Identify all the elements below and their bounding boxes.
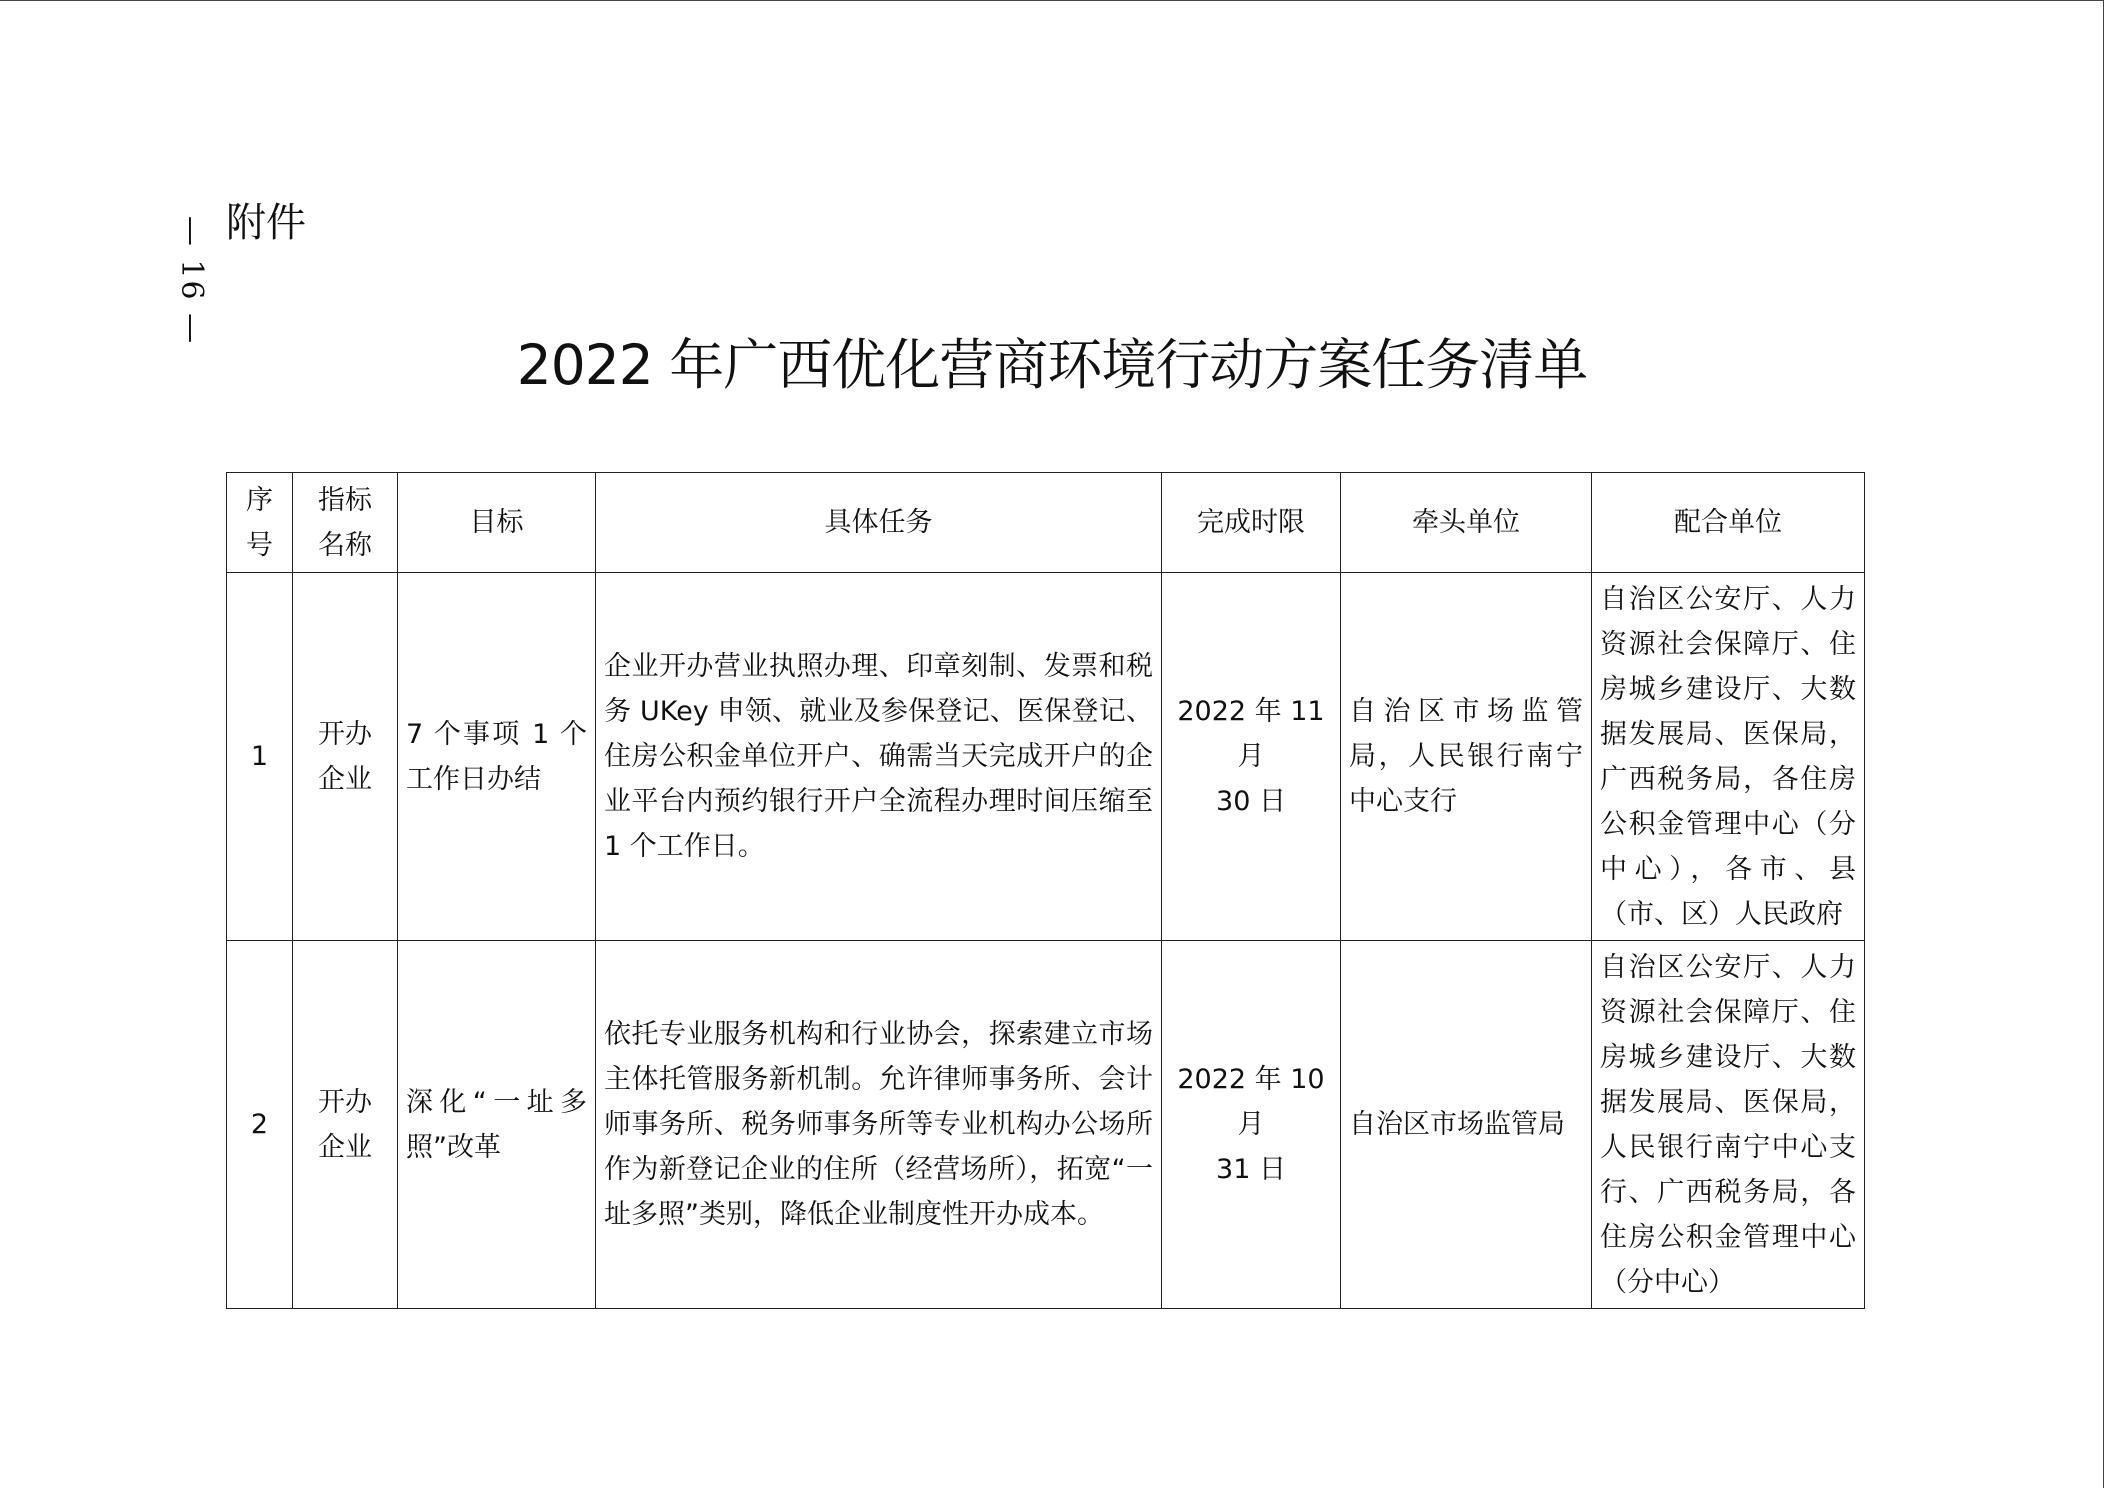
document-title: 2022 年广西优化营商环境行动方案任务清单 xyxy=(516,333,1588,397)
header-indicator-line1: 指标 xyxy=(318,484,372,516)
cell-task: 依托专业服务机构和行业协会，探索建立市场主体托管服务新机制。允许律师事务所、会计师事务所、税务师事务所等专业机构办公场所作为新登记企业的住所（经营场所），拓宽“一址多照”类别，降低企业制度性开办成本。 xyxy=(596,941,1162,1309)
cell-indicator-line2: 企业 xyxy=(318,1131,372,1163)
header-cooperate: 配合单位 xyxy=(1592,473,1865,573)
cell-goal: 深化“一址多照”改革 xyxy=(398,941,596,1309)
cell-indicator-line2: 企业 xyxy=(318,763,372,795)
header-indicator-line2: 名称 xyxy=(318,529,372,561)
cell-goal: 7 个事项 1 个工作日办结 xyxy=(398,573,596,941)
cell-deadline-line1: 2022 年 10 月 xyxy=(1177,1064,1325,1140)
table-row xyxy=(227,573,1865,941)
cell-indicator-line1: 开办 xyxy=(318,718,372,750)
task-table xyxy=(226,472,1865,1309)
cell-deadline-line2: 31 日 xyxy=(1216,1154,1286,1185)
header-lead: 牵头单位 xyxy=(1341,473,1592,573)
cell-indicator xyxy=(293,941,398,1309)
cell-deadline-line1: 2022 年 11 月 xyxy=(1177,696,1325,772)
cell-indicator xyxy=(293,573,398,941)
table-row xyxy=(227,941,1865,1309)
cell-deadline-line2: 30 日 xyxy=(1216,786,1286,817)
cell-lead: 自治区市场监管局，人民银行南宁中心支行 xyxy=(1341,573,1592,941)
attachment-label: 附件 xyxy=(226,200,306,246)
page-number-text: — 16 — xyxy=(174,215,210,345)
cell-seq: 1 xyxy=(227,573,293,941)
header-seq-line1: 序 xyxy=(246,484,273,516)
header-indicator xyxy=(293,473,398,573)
header-seq-line2: 号 xyxy=(246,529,273,561)
cell-cooperate: 自治区公安厅、人力资源社会保障厅、住房城乡建设厅、大数据发展局、医保局，广西税务局，各住房公积金管理中心（分中心），各市、县（市、区）人民政府 xyxy=(1592,573,1865,941)
cell-cooperate: 自治区公安厅、人力资源社会保障厅、住房城乡建设厅、大数据发展局、医保局，人民银行南宁中心支行、广西税务局，各住房公积金管理中心（分中心） xyxy=(1592,941,1865,1309)
header-seq xyxy=(227,473,293,573)
table-header-row xyxy=(227,473,1865,573)
header-deadline: 完成时限 xyxy=(1162,473,1341,573)
cell-lead: 自治区市场监管局 xyxy=(1341,941,1592,1309)
header-goal: 目标 xyxy=(398,473,596,573)
cell-deadline xyxy=(1162,941,1341,1309)
cell-indicator-line1: 开办 xyxy=(318,1086,372,1118)
cell-seq: 2 xyxy=(227,941,293,1309)
header-task: 具体任务 xyxy=(596,473,1162,573)
cell-deadline xyxy=(1162,573,1341,941)
cell-task: 企业开办营业执照办理、印章刻制、发票和税务 UKey 申领、就业及参保登记、医保登记、住房公积金单位开户、确需当天完成开户的企业平台内预约银行开户全流程办理时间压缩至 1 个工作日。 xyxy=(596,573,1162,941)
